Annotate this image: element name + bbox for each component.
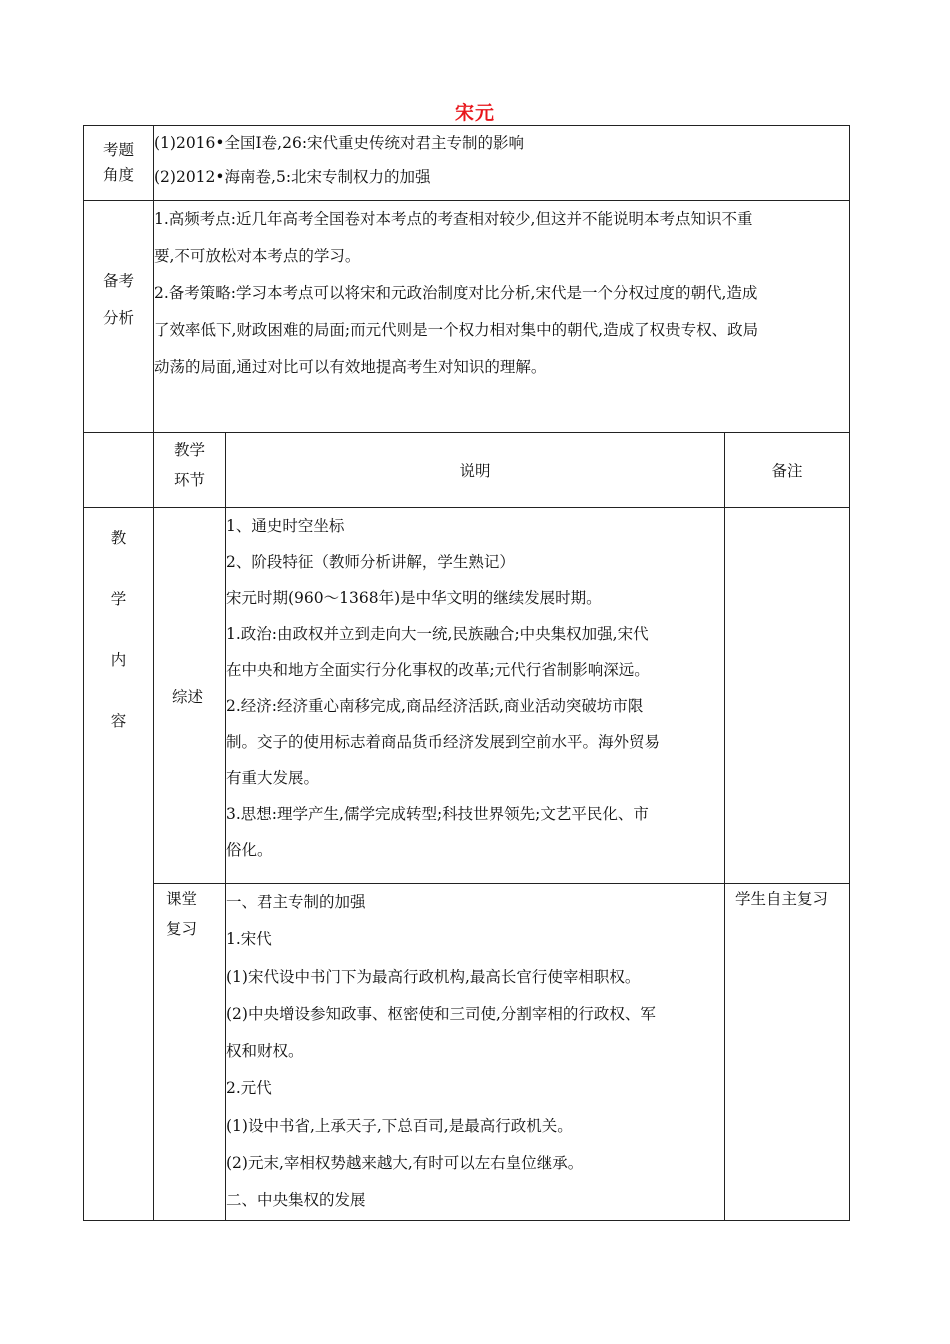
label-line: 分析 — [102, 309, 134, 327]
header-blank-cell — [84, 433, 154, 508]
review-line: 权和财权。 — [226, 1042, 304, 1061]
overview-line: 3.思想:理学产生,儒学完成转型;科技世界领先;文艺平民化、市 — [226, 805, 649, 823]
prep-analysis-content — [154, 201, 850, 433]
overview-row — [84, 508, 850, 884]
review-line: 1.宋代 — [226, 930, 272, 949]
review-content — [226, 884, 725, 1221]
overview-content — [226, 508, 725, 884]
prep-analysis-row — [84, 201, 850, 433]
header-remark: 备注 — [725, 433, 850, 508]
label-line: 教学 — [173, 441, 205, 459]
review-line: (2)元末,宰相权势越来越大,有时可以左右皇位继承。 — [226, 1154, 584, 1173]
prep-analysis-label — [84, 201, 154, 433]
label-line: 环节 — [173, 471, 205, 489]
teaching-content-label — [84, 508, 154, 1221]
review-line: 一、君主专制的加强 — [226, 893, 366, 911]
review-remark: 学生自主复习 — [725, 884, 850, 1221]
lesson-table — [83, 125, 850, 1221]
exam-angle-line: (2)2012•海南卷,5:北宋专制权力的加强 — [154, 168, 431, 186]
overview-line: 1、通史时空坐标 — [226, 517, 345, 535]
overview-line: 1.政治:由政权并立到走向大一统,民族融合;中央集权加强,宋代 — [226, 625, 649, 643]
exam-angle-label — [84, 126, 154, 201]
review-line: (2)中央增设参知政事、枢密使和三司使,分割宰相的行政权、军 — [226, 1004, 656, 1023]
header-stage — [154, 433, 226, 508]
overview-line: 有重大发展。 — [226, 769, 320, 787]
review-stage — [154, 884, 226, 1221]
review-row — [84, 884, 850, 1221]
prep-line: 动荡的局面,通过对比可以有效地提高考生对知识的理解。 — [154, 358, 547, 376]
overview-line: 俗化。 — [226, 841, 273, 859]
label-char: 内 — [110, 651, 127, 669]
overview-line: 在中央和地方全面实行分化事权的改革;元代行省制影响深远。 — [226, 661, 650, 679]
label-char: 教 — [110, 529, 127, 547]
overview-line: 宋元时期(960～1368年)是中华文明的继续发展时期。 — [226, 589, 602, 607]
overview-line: 2、阶段特征（教师分析讲解，学生熟记） — [226, 553, 515, 571]
review-line: (1)宋代设中书门下为最高行政机构,最高长官行使宰相职权。 — [226, 967, 641, 986]
label-line: 课堂 — [166, 890, 198, 908]
prep-line: 2.备考策略:学习本考点可以将宋和元政治制度对比分析,宋代是一个分权过度的朝代,造成 — [154, 284, 758, 302]
review-line: 2.元代 — [226, 1079, 272, 1098]
label-line: 复习 — [166, 920, 198, 938]
label-line: 角度 — [102, 166, 134, 184]
page-title: 宋元 — [454, 102, 495, 124]
header-row — [84, 433, 850, 508]
label-line: 备考 — [102, 272, 134, 290]
review-line: 二、中央集权的发展 — [226, 1191, 366, 1210]
prep-line: 要,不可放松对本考点的学习。 — [154, 247, 361, 265]
header-explain: 说明 — [226, 433, 725, 508]
overview-remark — [725, 508, 850, 884]
label-char: 容 — [110, 712, 127, 730]
label-char: 学 — [110, 590, 127, 608]
overview-line: 2.经济:经济重心南移完成,商品经济活跃,商业活动突破坊市限 — [226, 697, 644, 715]
exam-angle-row — [84, 126, 850, 201]
overview-stage: 综述 — [154, 508, 226, 884]
prep-line: 1.高频考点:近几年高考全国卷对本考点的考查相对较少,但这并不能说明本考点知识不重 — [154, 210, 753, 228]
prep-line: 了效率低下,财政困难的局面;而元代则是一个权力相对集中的朝代,造成了权贵专权、政局 — [154, 321, 759, 339]
review-line: (1)设中书省,上承天子,下总百司,是最高行政机关。 — [226, 1116, 573, 1135]
exam-angle-line: (1)2016•全国Ⅰ卷,26:宋代重史传统对君主专制的影响 — [154, 134, 525, 152]
label-line: 考题 — [102, 141, 134, 159]
overview-line: 制。交子的使用标志着商品货币经济发展到空前水平。海外贸易 — [226, 733, 661, 751]
exam-angle-content — [154, 126, 850, 201]
